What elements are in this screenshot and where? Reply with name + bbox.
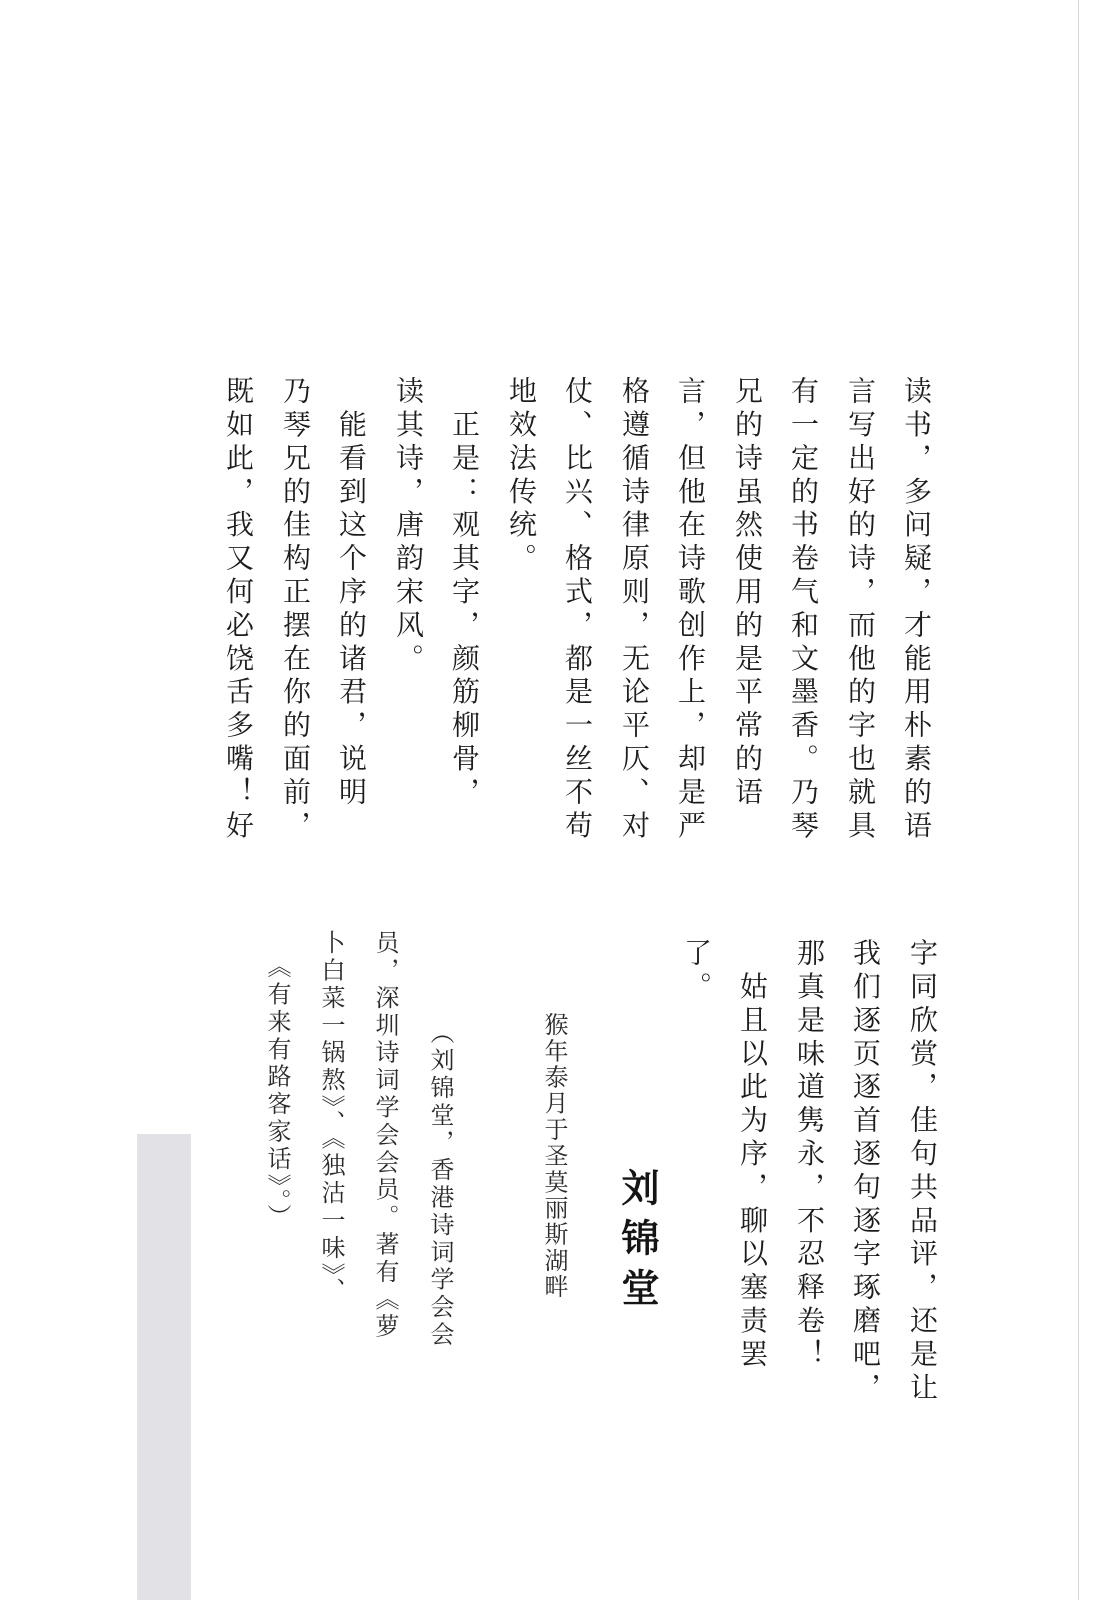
text-column: 读其诗，唐韵宋风。	[392, 376, 425, 677]
text-column: 能看到这个序的诸君，说明	[335, 376, 368, 811]
text-column: 兄的诗虽然使用的是平常的语	[731, 376, 764, 811]
author-bio-column: 卜白菜一锅熬》、《独沽一味》、	[317, 930, 345, 1305]
author-signature: 刘锦堂	[615, 1168, 660, 1318]
binding-strip	[137, 1134, 191, 1600]
page-edge	[1078, 0, 1079, 1600]
text-column: 地效法传统。	[505, 376, 538, 577]
text-column: 了。	[680, 938, 713, 1005]
text-column: 读书，多问疑，才能用朴素的语	[900, 376, 933, 844]
author-bio-column: （刘锦堂，香港诗词学会会	[426, 1020, 454, 1349]
text-column: 我们逐页逐首逐句逐字琢磨吧，	[849, 938, 882, 1406]
text-column: 有一定的书卷气和文墨香。乃琴	[787, 376, 820, 844]
author-bio-column: 《有来有路客家话》。）	[263, 954, 291, 1232]
text-column: 那真是味道隽永，不忍释卷！	[793, 938, 826, 1373]
text-column: 既如此，我又何必饶舌多嘴！好	[222, 376, 255, 844]
date-line: 猴年泰月于圣莫丽斯湖畔	[540, 1012, 568, 1301]
author-bio-column: 员，深圳诗词学会会员。著有《萝	[371, 930, 399, 1341]
text-column: 姑且以此为序，聊以塞责罢	[736, 938, 769, 1373]
text-column: 言，但他在诗歌创作上，却是严	[674, 376, 707, 844]
text-column: 言写出好的诗，而他的字也就具	[844, 376, 877, 844]
text-column: 字同欣赏，佳句共品评，还是让	[906, 938, 939, 1406]
text-column: 仗、比兴、格式，都是一丝不苟	[561, 376, 594, 844]
text-column: 乃琴兄的佳构正摆在你的面前，	[279, 376, 312, 844]
text-column: 正是：观其字，颜筋柳骨，	[448, 376, 481, 811]
text-column: 格遵循诗律原则，无论平仄、对	[618, 376, 651, 844]
